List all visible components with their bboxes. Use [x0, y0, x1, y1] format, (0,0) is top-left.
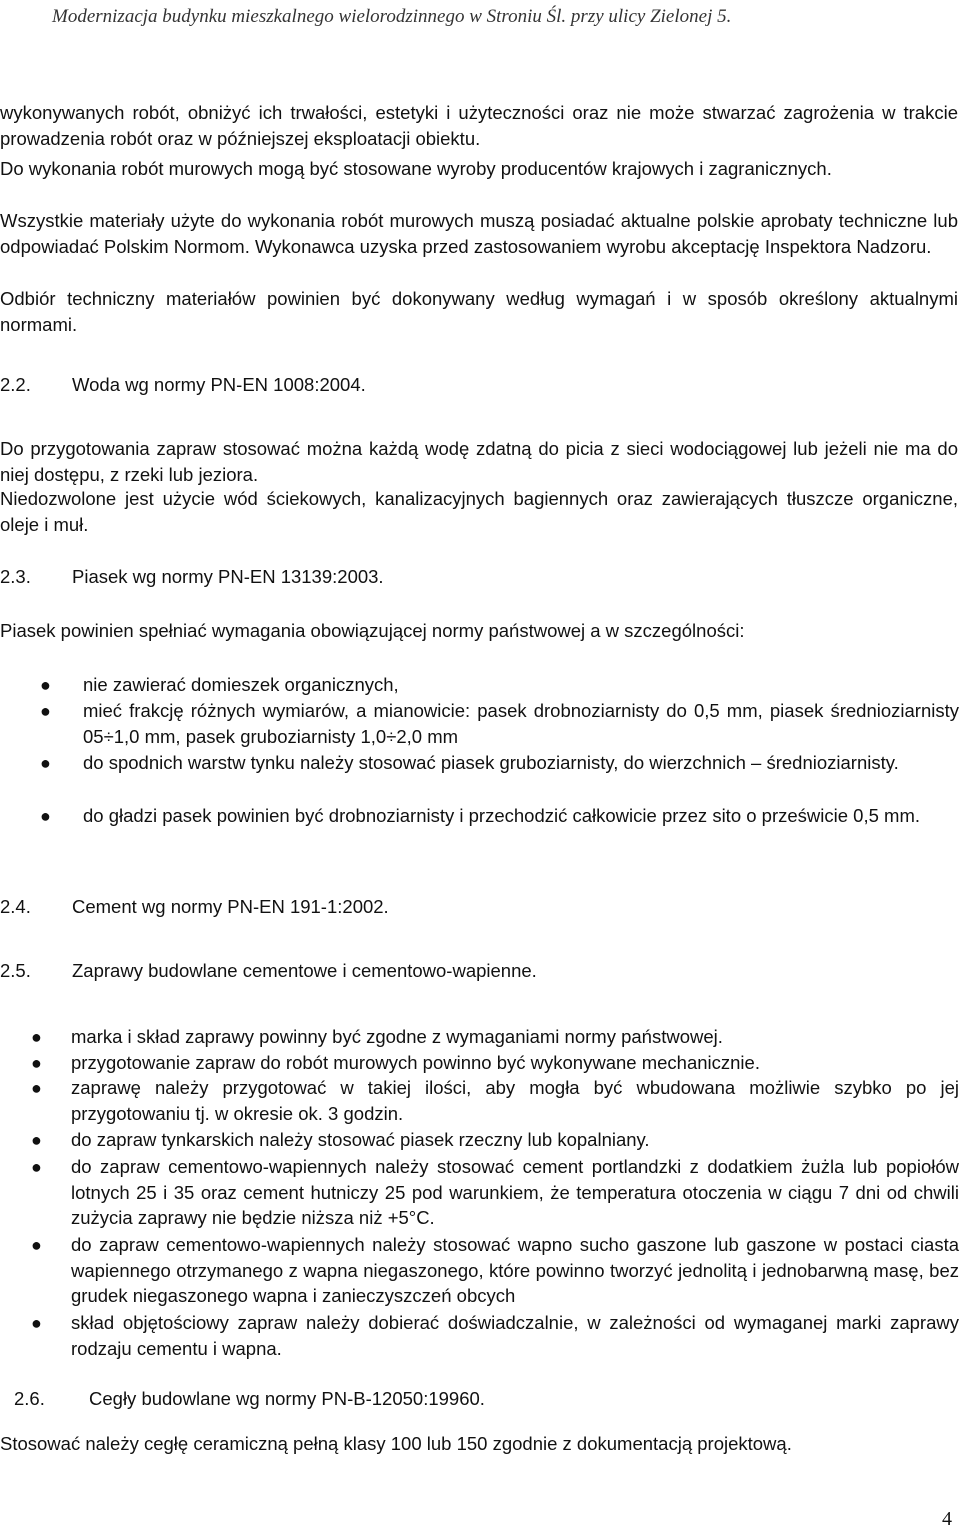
bullet-icon: ● — [31, 1053, 42, 1073]
mortar-list-item: skład objętościowy zapraw należy dobierać doświadczalnie, w zależności od wymaganej marki zaprawy rodzaju cementu i wapna. — [71, 1312, 959, 1359]
sand-list-item: do gładzi pasek powinien być drobnoziarnisty i przechodzić całkowicie przez sito o prześwicie 0,5 mm. — [83, 805, 920, 826]
section-title: Zaprawy budowlane cementowe i cementowo-wapienne. — [72, 960, 537, 981]
water-paragraph-2: Niedozwolone jest użycie wód ściekowych, kanalizacyjnych bagiennych oraz zawierających tłuszcze organiczne, oleje i muł. — [0, 488, 958, 535]
mortar-list-item: do zapraw cementowo-wapiennych należy stosować wapno sucho gaszone lub gaszone w postaci ciasta wapiennego otrzymanego z wapna niegaszonego, które powinno tworzyć jednolitą i jednobarwną masę, bez grudek niegaszonego wapna i zanieczyszczeń obcych — [71, 1234, 959, 1306]
mortar-list-item: do zapraw cementowo-wapiennych należy stosować cement portlandzki z dodatkiem żużla lub popiołów lotnych 25 i 35 oraz cement hutniczy 25 pod warunkiem, że temperatura otoczenia w ciągu 7 dni od chwili zużycia zaprawy nie będzie niższa niż +5°C. — [71, 1156, 959, 1228]
section-title: Woda wg normy PN-EN 1008:2004. — [72, 374, 366, 395]
intro-paragraph-3: Wszystkie materiały użyte do wykonania robót murowych muszą posiadać aktualne polskie aprobaty techniczne lub odpowiadać Polskim Normom. Wykonawca uzyska przed zastosowaniem wyrobu akceptację Inspektora Nadzoru. — [0, 210, 958, 257]
section-number: 2.4. — [0, 896, 31, 917]
mortar-list-item: zaprawę należy przygotować w takiej ilości, aby mogła być wbudowana możliwie szybko po jej przygotowaniu tj. w okresie ok. 3 godzin. — [71, 1077, 959, 1124]
page-number: 4 — [942, 1508, 952, 1530]
sand-list-item: mieć frakcję różnych wymiarów, a mianowicie: pasek drobnoziarnisty do 0,5 mm, piasek średnioziarnisty 05÷1,0 mm, pasek gruboziarnisty 1,0÷2,0 mm — [83, 700, 959, 747]
section-number: 2.3. — [0, 566, 31, 587]
bullet-icon: ● — [31, 1027, 42, 1047]
intro-paragraph-1: wykonywanych robót, obniżyć ich trwałości, estetyki i użyteczności oraz nie może stwarzać zagrożenia w trakcie prowadzenia robót oraz w późniejszej eksploatacji obiektu. — [0, 102, 958, 149]
intro-paragraph-4: Odbiór techniczny materiałów powinien być dokonywany według wymagań i w sposób określony aktualnymi normami. — [0, 288, 958, 335]
section-number: 2.5. — [0, 960, 31, 981]
sand-list-item: do spodnich warstw tynku należy stosować piasek gruboziarnisty, do wierzchnich – średnioziarnisty. — [83, 752, 899, 773]
section-heading-2-6 — [14, 1386, 485, 1411]
section-number: 2.6. — [14, 1388, 45, 1409]
section-heading-2-3 — [0, 564, 384, 589]
bullet-icon: ● — [31, 1078, 42, 1098]
bullet-icon: ● — [31, 1313, 42, 1333]
section-heading-2-4 — [0, 894, 389, 919]
mortar-list-item: marka i skład zaprawy powinny być zgodne z wymaganiami normy państwowej. — [71, 1026, 723, 1047]
section-heading-2-2 — [0, 372, 366, 397]
mortar-list-item: do zapraw tynkarskich należy stosować piasek rzeczny lub kopalniany. — [71, 1129, 650, 1150]
bullet-icon: ● — [40, 753, 51, 773]
section-number: 2.2. — [0, 374, 31, 395]
section-title: Cement wg normy PN-EN 191-1:2002. — [72, 896, 389, 917]
bricks-paragraph: Stosować należy cegłę ceramiczną pełną klasy 100 lub 150 zgodnie z dokumentacją projektową. — [0, 1433, 792, 1454]
section-title: Piasek wg normy PN-EN 13139:2003. — [72, 566, 384, 587]
sand-intro: Piasek powinien spełniać wymagania obowiązującej normy państwowej a w szczególności: — [0, 620, 745, 641]
bullet-icon: ● — [40, 806, 51, 826]
section-title: Cegły budowlane wg normy PN-B-12050:19960. — [89, 1388, 485, 1409]
bullet-icon: ● — [40, 675, 51, 695]
bullet-icon: ● — [31, 1130, 42, 1150]
document-title: Modernizacja budynku mieszkalnego wielorodzinnego w Stroniu Śl. przy ulicy Zielonej 5. — [52, 6, 732, 27]
water-paragraph-1: Do przygotowania zapraw stosować można każdą wodę zdatną do picia z sieci wodociągowej lub jeżeli nie ma do niej dostępu, z rzeki lub jeziora. — [0, 438, 958, 485]
sand-list-item: nie zawierać domieszek organicznych, — [83, 674, 399, 695]
mortar-list-item: przygotowanie zapraw do robót murowych powinno być wykonywane mechanicznie. — [71, 1052, 760, 1073]
page-header — [0, 0, 960, 52]
bullet-icon: ● — [40, 701, 51, 721]
section-heading-2-5 — [0, 958, 537, 983]
bullet-icon: ● — [31, 1235, 42, 1255]
intro-paragraph-2: Do wykonania robót murowych mogą być stosowane wyroby producentów krajowych i zagranicznych. — [0, 158, 832, 179]
bullet-icon: ● — [31, 1157, 42, 1177]
